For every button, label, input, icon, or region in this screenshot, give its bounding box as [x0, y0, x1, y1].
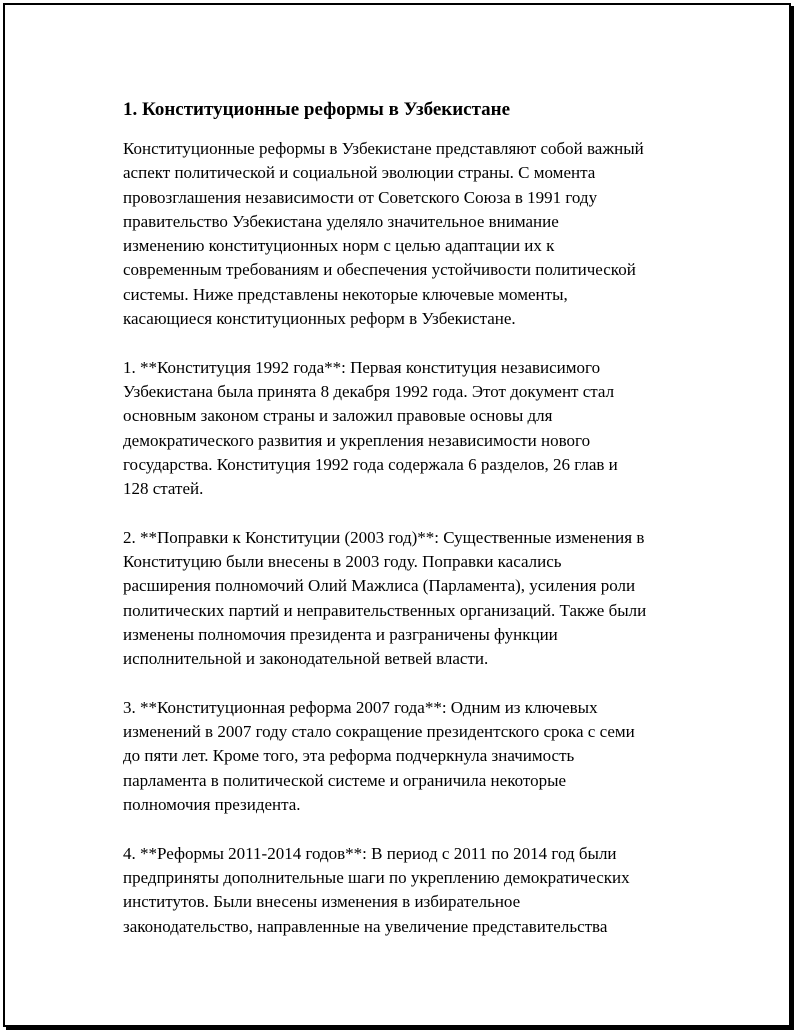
text-line: Конституционные реформы в Узбекистане представляют собой важный	[123, 139, 644, 158]
text-line: системы. Ниже представлены некоторые ключевые моменты,	[123, 284, 568, 304]
text-line: 2. **Поправки к Конституции (2003 год)**: Существенные изменения в	[123, 527, 645, 547]
text-line: 3. **Конституционная реформа 2007 года**: Одним из ключевых	[123, 697, 598, 717]
document-body	[123, 97, 713, 963]
text-line: основным законом страны и заложил правовые основы для	[123, 406, 553, 426]
text-line: 1. **Конституция 1992 года**: Первая конституция независимого	[123, 357, 601, 377]
text-line: Конституцию были внесены в 2003 году. Поправки касались	[123, 552, 562, 572]
text-line: полномочия президента.	[123, 795, 301, 815]
text-line: политических партий и неправительственных организаций. Также были	[123, 600, 647, 620]
text-line: современным требованиям и обеспечения устойчивости политической	[123, 260, 636, 280]
text-line: изменений в 2007 году стало сокращение президентского срока с семи	[123, 722, 635, 742]
text-line: 4. **Реформы 2011-2014 годов**: В период с 2011 по 2014 год были	[123, 843, 617, 863]
text-line: правительство Узбекистана уделяло значительное внимание	[123, 211, 559, 231]
text-line: аспект политической и социальной эволюции страны. С момента	[123, 163, 596, 183]
text-line: Узбекистана была принята 8 декабря 1992 года. Этот документ стал	[123, 381, 615, 401]
text-line: изменению конституционных норм с целью адаптации их к	[123, 236, 555, 256]
intro-paragraph	[123, 137, 713, 331]
text-line: 128 статей.	[123, 479, 204, 499]
text-line: изменены полномочия президента и разграничены функции	[123, 624, 558, 644]
text-line: демократического развития и укрепления независимости нового	[123, 430, 591, 450]
reforms-2011-2014-paragraph	[123, 842, 713, 939]
amendments-2003-paragraph	[123, 526, 713, 672]
text-line: до пяти лет. Кроме того, эта реформа подчеркнула значимость	[123, 746, 575, 766]
text-line: провозглашения независимости от Советского Союза в 1991 году	[123, 187, 598, 207]
text-line: касающиеся конституционных реформ в Узбекистане.	[123, 309, 516, 329]
text-line: исполнительной и законодательной ветвей власти.	[123, 649, 489, 669]
page-frame	[3, 3, 791, 1027]
text-line: законодательство, направленные на увеличение представительства	[123, 916, 608, 936]
constitution-1992-paragraph	[123, 356, 713, 502]
text-line: расширения полномочий Олий Мажлиса (Парламента), усиления роли	[123, 576, 636, 596]
section-heading: 1. Конституционные реформы в Узбекистане	[123, 99, 511, 120]
text-line: предприняты дополнительные шаги по укреплению демократических	[123, 867, 630, 887]
reform-2007-paragraph	[123, 696, 713, 817]
text-line: институтов. Были внесены изменения в избирательное	[123, 892, 521, 912]
text-line: государства. Конституция 1992 года содержала 6 разделов, 26 глав и	[123, 454, 618, 474]
text-line: парламента в политической системе и ограничила некоторые	[123, 770, 567, 790]
